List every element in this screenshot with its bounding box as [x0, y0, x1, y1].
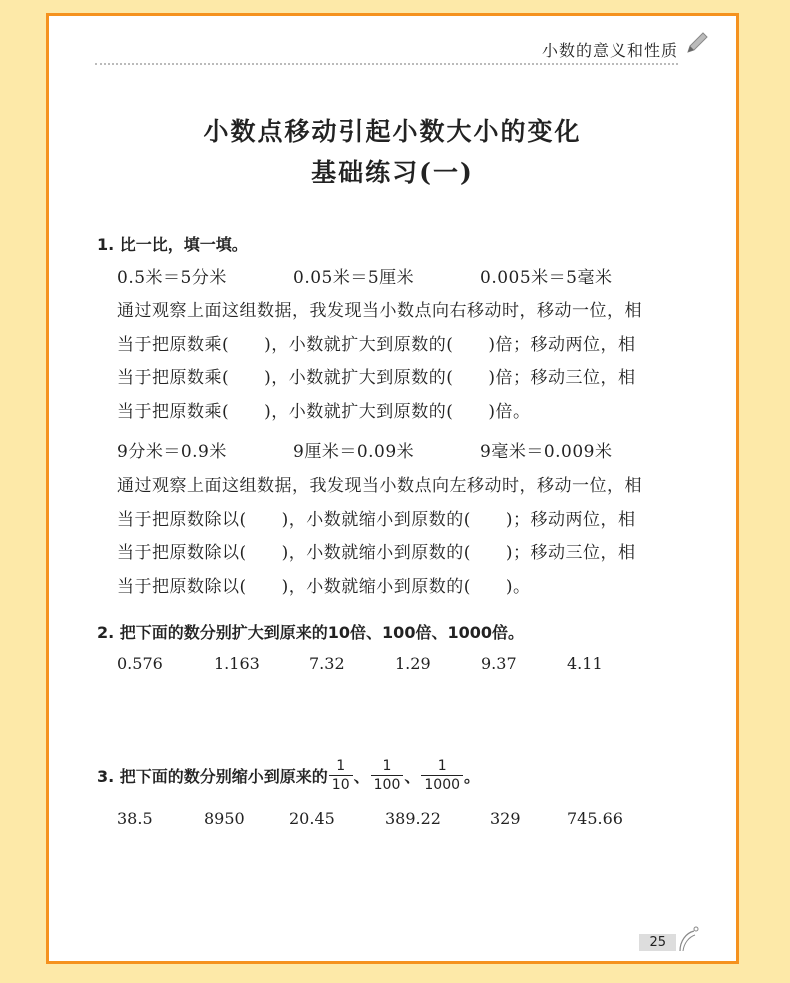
q2-number: 1.163 — [214, 654, 260, 673]
question-2-label: 2. 把下面的数分别扩大到原来的10倍、100倍、1000倍。 — [97, 623, 524, 642]
q1-paragraph-line: 当于把原数除以( )，小数就缩小到原数的( )；移动三位，相 — [117, 543, 636, 563]
q3-number: 389.22 — [385, 809, 441, 828]
q3-number: 8950 — [204, 809, 245, 828]
page-number: 25 — [639, 934, 676, 951]
question-3-label — [97, 757, 480, 794]
q2-number: 7.32 — [309, 654, 345, 673]
separator: 、 — [353, 767, 370, 786]
q1-paragraph-line: 当于把原数乘( )，小数就扩大到原数的( )倍。 — [117, 402, 531, 422]
q1-equation: 9厘米＝0.09米 — [293, 442, 415, 462]
q3-label-text: 3. 把下面的数分别缩小到原来的 — [97, 767, 328, 786]
fraction — [371, 757, 404, 794]
q3-number: 745.66 — [567, 809, 623, 828]
q1-equation: 9分米＝0.9米 — [117, 442, 227, 462]
q1-paragraph-line: 当于把原数除以( )，小数就缩小到原数的( )；移动两位，相 — [117, 510, 636, 530]
q1-paragraph-line: 当于把原数除以( )，小数就缩小到原数的( )。 — [117, 577, 531, 597]
fraction-denominator: 1000 — [424, 777, 461, 793]
pencil-icon — [684, 30, 710, 56]
question-1-label: 1. 比一比，填一填。 — [97, 235, 248, 254]
q2-number: 0.576 — [117, 654, 163, 673]
worksheet-page — [46, 13, 739, 964]
fraction-numerator: 1 — [371, 757, 404, 776]
page-title: 小数点移动引起小数大小的变化 — [203, 117, 582, 146]
separator: 、 — [404, 767, 421, 786]
q1-equation: 0.5米＝5分米 — [117, 268, 227, 288]
fraction-denominator: 10 — [331, 777, 350, 793]
q3-number: 329 — [490, 809, 521, 828]
period: 。 — [464, 767, 481, 786]
q1-paragraph-line: 通过观察上面这组数据，我发现当小数点向右移动时，移动一位，相 — [117, 301, 642, 321]
q2-number: 9.37 — [481, 654, 517, 673]
q1-equation: 0.05米＝5厘米 — [293, 268, 415, 288]
section-title: 小数的意义和性质 — [541, 41, 678, 60]
fraction — [329, 757, 353, 794]
fraction-denominator: 100 — [373, 777, 401, 793]
q1-equation: 9毫米＝0.009米 — [480, 442, 613, 462]
q1-paragraph-line: 当于把原数乘( )，小数就扩大到原数的( )倍；移动三位，相 — [117, 368, 636, 388]
q1-paragraph-line: 当于把原数乘( )，小数就扩大到原数的( )倍；移动两位，相 — [117, 335, 636, 355]
q2-number: 4.11 — [567, 654, 603, 673]
q1-paragraph-line: 通过观察上面这组数据，我发现当小数点向左移动时，移动一位，相 — [117, 476, 642, 496]
q1-equation: 0.005米＝5毫米 — [480, 268, 613, 288]
q2-number: 1.29 — [395, 654, 431, 673]
fraction-numerator: 1 — [329, 757, 353, 776]
swirl-icon — [676, 925, 700, 953]
page-subtitle: 基础练习(一) — [311, 158, 474, 187]
q3-number: 20.45 — [289, 809, 335, 828]
fraction — [421, 757, 463, 794]
header-divider — [95, 63, 678, 65]
q3-number: 38.5 — [117, 809, 153, 828]
fraction-numerator: 1 — [421, 757, 463, 776]
